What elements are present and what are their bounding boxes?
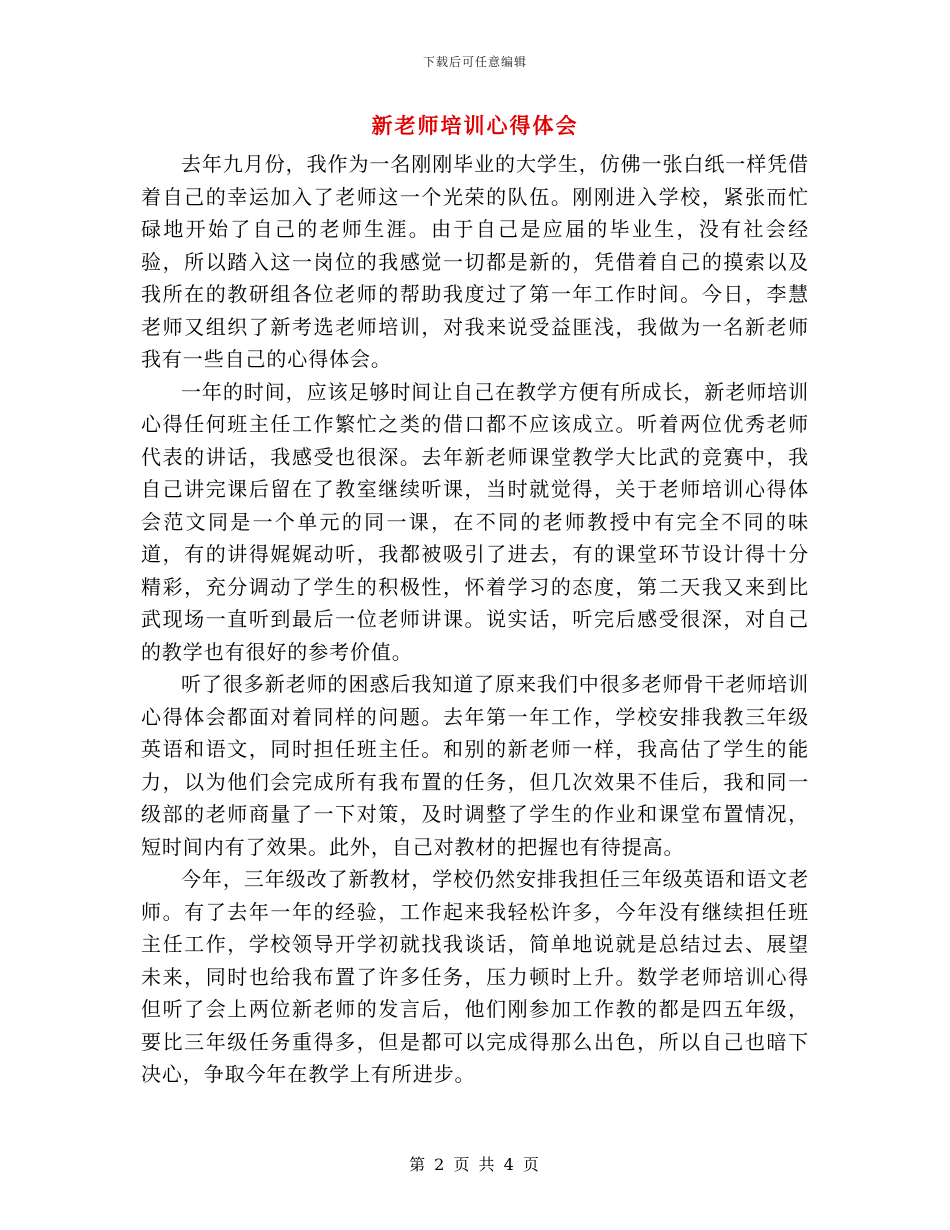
page-number-footer: 第 2 页 共 4 页 (409, 1155, 541, 1174)
paragraph: 听了很多新老师的困惑后我知道了原来我们中很多老师骨干老师培训心得体会都面对着同样的问题。去年第一年工作，学校安排我教三年级英语和语文，同时担任班主任。和别的新老师一样，我高估了学生的能力，以为他们会完成所有我布置的任务，但几次效果不佳后，我和同一级部的老师商量了一下对策，及时调整了学生的作业和课堂布置情况，短时间内有了效果。此外，自己对教材的把握也有待提高。 (141, 672, 809, 859)
paragraph: 今年，三年级改了新教材，学校仍然安排我担任三年级英语和语文老师。有了去年一年的经验，工作起来我轻松许多，今年没有继续担任班主任工作，学校领导开学初就找我谈话，简单地说就是总结过去、展望未来，同时也给我布置了许多任务，压力顿时上升。数学老师培训心得但听了会上两位新老师的发言后，他们刚参加工作教的都是四五年级，要比三年级任务重得多，但是都可以完成得那么出色，所以自己也暗下决心，争取今年在教学上有所进步。 (141, 867, 809, 1086)
paragraph: 去年九月份，我作为一名刚刚毕业的大学生，仿佛一张白纸一样凭借着自己的幸运加入了老师这一个光荣的队伍。刚刚进入学校，紧张而忙碌地开始了自己的老师生涯。由于自己是应届的毕业生，没有社会经验，所以踏入这一岗位的我感觉一切都是新的，凭借着自己的摸索以及我所在的教研组各位老师的帮助我度过了第一年工作时间。今日，李慧老师又组织了新考选老师培训，对我来说受益匪浅，我做为一名新老师我有一些自己的心得体会。 (141, 152, 809, 371)
document-body (141, 148, 809, 1091)
paragraph: 一年的时间，应该足够时间让自己在教学方便有所成长，新老师培训心得任何班主任工作繁忙之类的借口都不应该成立。听着两位优秀老师代表的讲话，我感受也很深。去年新老师课堂教学大比武的竞赛中，我自己讲完课后留在了教室继续听课，当时就觉得，关于老师培训心得体会范文同是一个单元的同一课，在不同的老师教授中有完全不同的味道，有的讲得娓娓动听，我都被吸引了进去，有的课堂环节设计得十分精彩，充分调动了学生的积极性，怀着学习的态度，第二天我又来到比武现场一直听到最后一位老师讲课。说实话，听完后感受很深，对自己的教学也有很好的参考价值。 (141, 379, 809, 664)
header-note: 下载后可任意编辑 (422, 55, 527, 69)
document-title: 新老师培训心得体会 (371, 113, 579, 138)
